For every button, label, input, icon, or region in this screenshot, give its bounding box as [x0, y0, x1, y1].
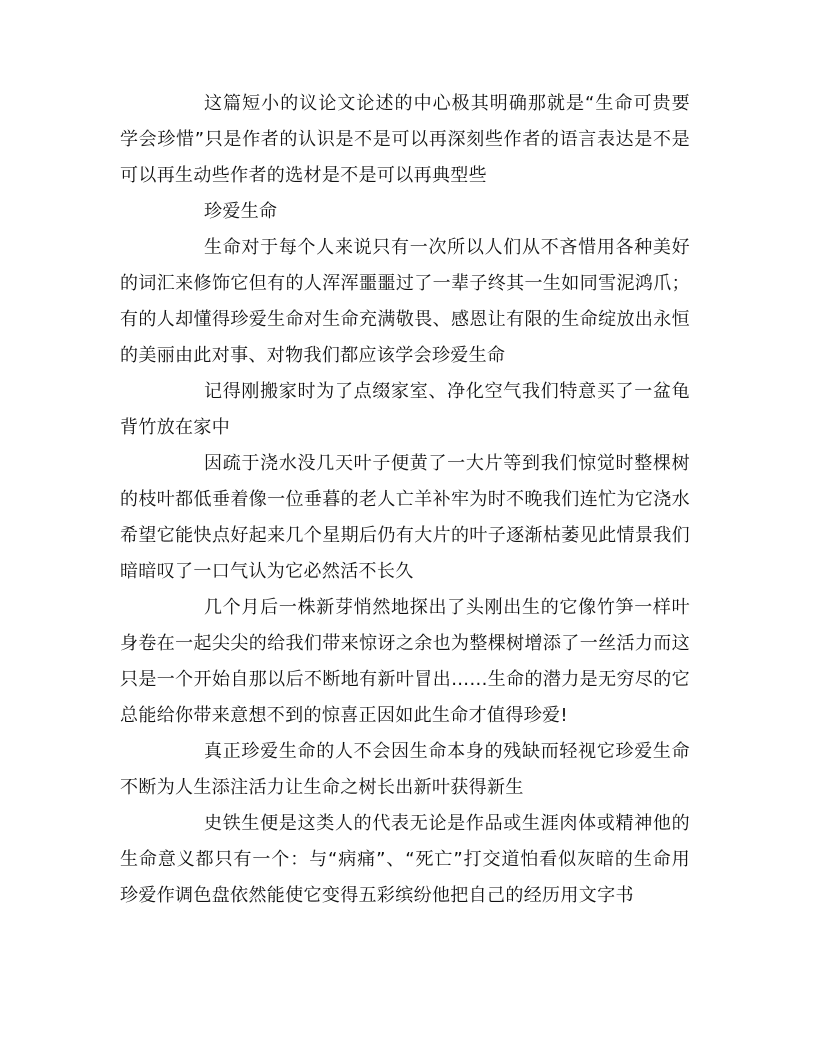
paragraph-intro: 生命对于每个人来说只有一次所以人们从不吝惜用各种美好的词汇来修饰它但有的人浑浑噩噩过了一辈子终其一生如同雪泥鸿爪；有的人却懂得珍爱生命对生命充满敬畏、感恩让有限的生命绽放出永恒的美丽由此对事、对物我们都应该学会珍爱生命: [120, 237, 690, 366]
essay-title: 珍爱生命: [204, 201, 278, 222]
paragraph-shi-tiesheng: 史铁生便是这类人的代表无论是作品或生涯肉体或精神他的生命意义都只有一个：与“病痛”、“死亡”打交道怕看似灰暗的生命用珍爱作调色盘依然能使它变得五彩缤纷他把自己的经历用文字书: [120, 813, 690, 906]
body-text: [120, 86, 690, 914]
paragraph-new-sprout: 几个月后一株新芽悄然地探出了头刚出生的它像竹笋一样叶身卷在一起尖尖的给我们带来惊讶之余也为整棵树增添了一丝活力而这只是一个开始自那以后不断地有新叶冒出…...生命的潜力是无穷尽的它总能给你带来意想不到的惊喜正因如此生命才值得珍爱!: [120, 597, 690, 726]
paragraph-withering: 因疏于浇水没几天叶子便黄了一大片等到我们惊觉时整棵树的枝叶都低垂着像一位垂暮的老人亡羊补牢为时不晚我们连忙为它浇水希望它能快点好起来几个星期后仍有大片的叶子逐渐枯萎见此情景我们暗暗叹了一口气认为它必然活不长久: [120, 453, 690, 582]
paragraph-cherish-life: 真正珍爱生命的人不会因生命本身的残缺而轻视它珍爱生命不断为人生添注活力让生命之树长出新叶获得新生: [120, 741, 690, 798]
paragraph-commentary: 这篇短小的议论文论述的中心极其明确那就是“生命可贵要学会珍惜”只是作者的认识是不是可以再深刻些作者的语言表达是不是可以再生动些作者的选材是不是可以再典型些: [120, 93, 690, 186]
paragraph-moving-house: 记得刚搬家时为了点缀家室、净化空气我们特意买了一盆龟背竹放在家中: [120, 381, 690, 438]
